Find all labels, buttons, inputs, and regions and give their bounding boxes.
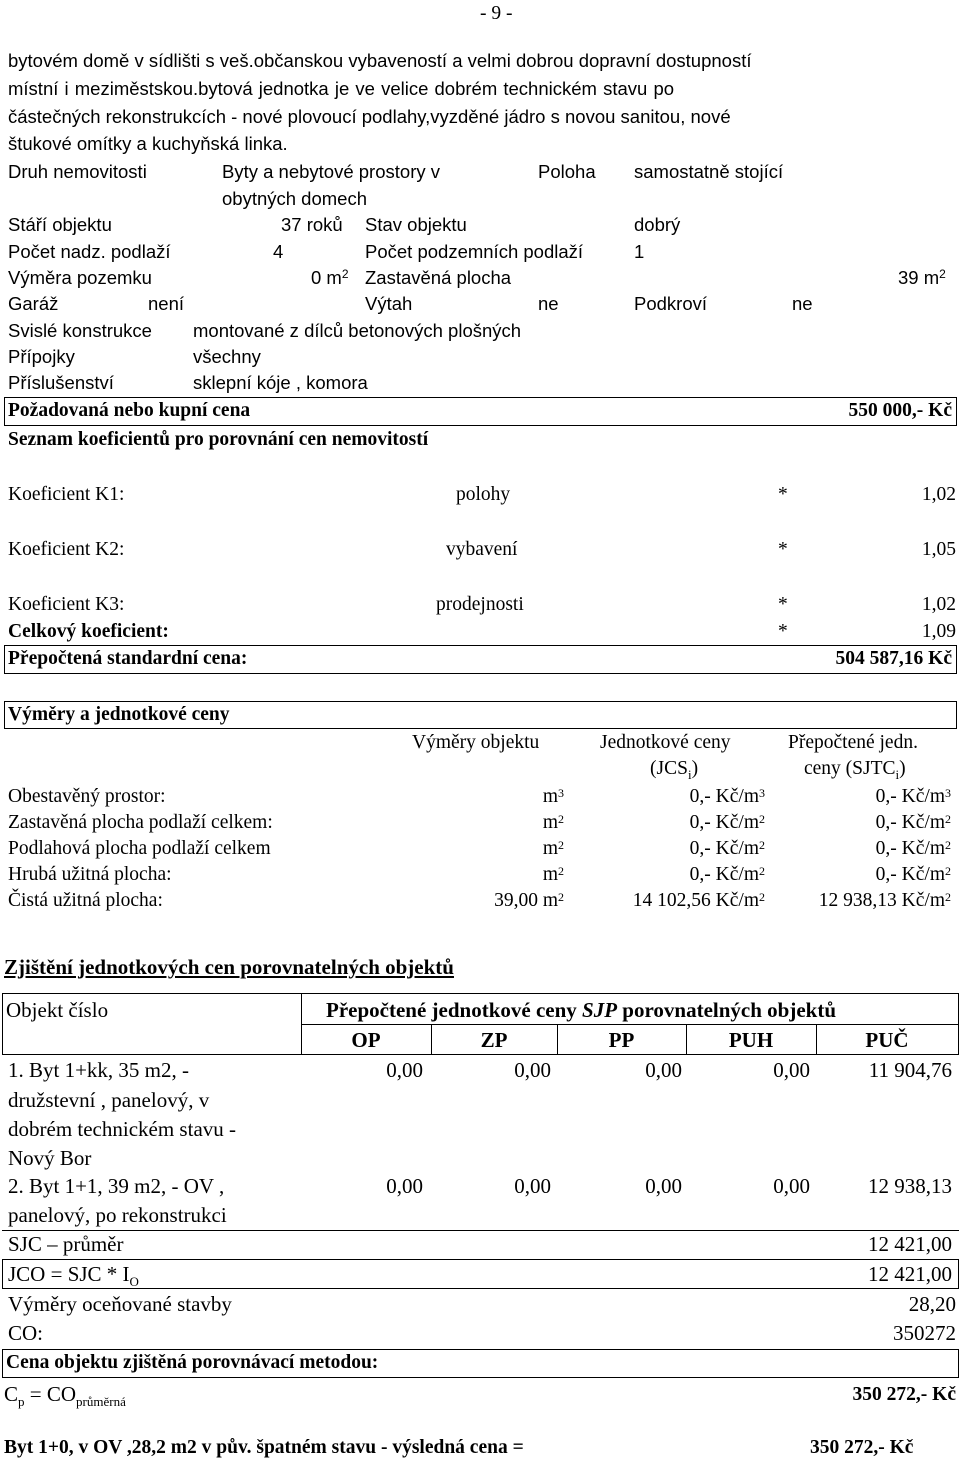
result-label: Cena objektu zjištěná porovnávací metodou:: [6, 1352, 379, 1373]
col-zp: ZP: [480, 1028, 508, 1052]
std-price-value: 504 587,16 Kč: [835, 648, 952, 669]
divider: [2, 1259, 3, 1288]
page-number: - 9 -: [480, 3, 513, 24]
jco-label: JCO = SJC * $I_O$: [8, 1262, 139, 1290]
coef-total-value: 1,09: [921, 621, 956, 642]
vymery-value: 28,20: [908, 1292, 956, 1316]
col-puh: PUH: [728, 1028, 774, 1052]
coef-value: 1,02: [921, 594, 956, 615]
coef-name: vybavení: [446, 539, 518, 560]
obj1-line: družstevní , panelový, v: [8, 1088, 210, 1112]
druh-label: Druh nemovitosti: [8, 161, 147, 182]
jco-value: 12 421,00: [868, 1262, 952, 1286]
divider: [4, 701, 5, 728]
obj-header: Objekt číslo: [6, 998, 109, 1022]
divider: [2, 1377, 959, 1378]
obj1-puh: 0,00: [773, 1058, 810, 1082]
final-label: Byt 1+0, v OV ,28,2 m2 v pův. špatném stavu - výsledná cena =: [4, 1437, 524, 1458]
intro-line: bytovém domě v sídlišti s veš.občanskou vybaveností a velmi dobrou dopravní dostupností: [8, 50, 752, 71]
coef-total-op: *: [778, 621, 788, 642]
garaz-value: není: [148, 293, 185, 314]
areas-row-label: Čistá užitná plocha:: [8, 890, 163, 911]
areas-col-jcs-sub: $(JCS_i)$: [650, 758, 699, 782]
areas-col-vymery: Výměry objektu: [412, 732, 540, 753]
podz-label: Počet podzemních podlaží: [365, 241, 584, 262]
coef-value: 1,02: [921, 484, 956, 505]
areas-row-sjtc: 0,- $Kč/m^3$: [875, 786, 951, 807]
coef-label: Koeficient K2:: [8, 539, 125, 560]
coef-value: 1,05: [921, 539, 956, 560]
obj2-line: 2. Byt 1+1, 39 m2, - OV ,: [8, 1174, 225, 1198]
prisl-value: sklepní kóje , komora: [193, 372, 368, 393]
co-value: 350272: [893, 1321, 956, 1345]
divider: [2, 1288, 959, 1289]
nadz-value: 4: [273, 241, 284, 262]
price-value: 550 000,- Kč: [848, 400, 952, 421]
obj2-puc: 12 938,13: [868, 1174, 952, 1198]
nadz-label: Počet nadz. podlaží: [8, 241, 171, 262]
areas-col-sjtc: Přepočtené jedn.: [788, 732, 918, 753]
pripojky-label: Přípojky: [8, 346, 75, 367]
areas-col-jcs: Jednotkové ceny: [600, 732, 731, 753]
stav-value: dobrý: [634, 214, 681, 235]
divider: [4, 397, 5, 425]
divider: [956, 701, 957, 728]
price-label: Požadovaná nebo kupní cena: [8, 400, 251, 421]
obj2-op: 0,00: [386, 1174, 423, 1198]
divider: [2, 1349, 3, 1377]
obj2-puh: 0,00: [773, 1174, 810, 1198]
col-pp: PP: [608, 1028, 635, 1052]
coef-op: *: [778, 539, 788, 560]
obj1-zp: 0,00: [514, 1058, 551, 1082]
vytah-value: ne: [538, 293, 559, 314]
obj2-pp: 0,00: [645, 1174, 682, 1198]
poloha-value: samostatně stojící: [634, 161, 784, 182]
svisle-label: Svislé konstrukce: [8, 320, 152, 341]
coef-total-label: Celkový koeficient:: [8, 621, 169, 642]
areas-row-sjtc: 0,- $Kč/m^2$: [875, 838, 951, 859]
areas-row-label: Hrubá užitná plocha:: [8, 864, 172, 885]
poloha-label: Poloha: [538, 161, 596, 182]
areas-row-jcs: 14 102,56 $Kč/m^2$: [632, 890, 765, 911]
areas-row-label: Zastavěná plocha podlaží celkem:: [8, 812, 273, 833]
areas-row-vymera: $m^3$: [542, 786, 564, 807]
vymery-label: Výměry oceňované stavby: [8, 1292, 232, 1316]
podkrovi-value: ne: [792, 293, 813, 314]
divider: [2, 1349, 959, 1350]
areas-row-sjtc: 0,- $Kč/m^2$: [875, 864, 951, 885]
zastavena-value: 39 $m^2$: [898, 267, 946, 288]
comparison-heading: Zjištění jednotkových cen porovnatelných objektů: [4, 955, 454, 979]
coef-op: *: [778, 484, 788, 505]
areas-row-sjtc: 12 938,13 $Kč/m^2$: [818, 890, 951, 911]
prisl-label: Příslušenství: [8, 372, 114, 393]
final-value: 350 272,- Kč: [810, 1437, 914, 1458]
areas-row-vymera: $m^2$: [542, 864, 564, 885]
druh-value: Byty a nebytové prostory v: [222, 161, 440, 182]
areas-col-sjtc-sub: ceny $(SJTC_i)$: [804, 758, 906, 782]
intro-line: částečných rekonstrukcích - nové plovoucí podlahy,vyzděné jádro s novou sanitou, nové: [8, 106, 731, 127]
divider: [958, 1259, 959, 1288]
pripojky-value: všechny: [193, 346, 261, 367]
obj1-line: Nový Bor: [8, 1146, 92, 1170]
areas-row-jcs: 0,- $Kč/m^2$: [689, 864, 765, 885]
obj2-zp: 0,00: [514, 1174, 551, 1198]
divider: [4, 645, 957, 646]
podkrovi-label: Podkroví: [634, 293, 708, 314]
garaz-label: Garáž: [8, 293, 59, 314]
obj2-line: panelový, po rekonstrukci: [8, 1203, 227, 1227]
zastavena-label: Zastavěná plocha: [365, 267, 512, 288]
coef-heading: Seznam koeficientů pro porovnání cen nemovitostí: [8, 429, 429, 450]
divider: [4, 673, 957, 674]
result-value: 350 272,- Kč: [852, 1384, 956, 1405]
divider: [2, 993, 3, 1054]
divider: [4, 701, 957, 702]
obj1-pp: 0,00: [645, 1058, 682, 1082]
areas-row-jcs: 0,- $Kč/m^2$: [689, 812, 765, 833]
stav-label: Stav objektu: [365, 214, 467, 235]
vytah-label: Výtah: [365, 293, 413, 314]
areas-row-vymera: $m^2$: [542, 838, 564, 859]
divider: [958, 993, 959, 1054]
divider: [956, 397, 957, 425]
intro-line: štukové omítky a kuchyňská linka.: [8, 133, 288, 154]
areas-row-jcs: 0,- $Kč/m^3$: [689, 786, 765, 807]
col-op: OP: [351, 1028, 381, 1052]
cp-formula: $C_p = CO_{průměrná}$: [4, 1382, 126, 1410]
divider: [2, 1259, 959, 1260]
col-puc: PUČ: [865, 1028, 909, 1052]
areas-heading: Výměry a jednotkové ceny: [8, 704, 230, 725]
sjc-label: SJC – průměr: [8, 1232, 124, 1256]
std-price-label: Přepočtená standardní cena:: [8, 648, 248, 669]
areas-row-jcs: 0,- $Kč/m^2$: [689, 838, 765, 859]
coef-name: prodejnosti: [436, 594, 524, 615]
divider: [2, 1054, 959, 1055]
divider: [956, 645, 957, 673]
svisle-value: montované z dílců betonových plošných: [193, 320, 522, 341]
areas-row-sjtc: 0,- $Kč/m^2$: [875, 812, 951, 833]
coef-name: polohy: [456, 484, 511, 505]
obj1-line: 1. Byt 1+kk, 35 m2, -: [8, 1058, 190, 1082]
stari-value: 37 roků: [281, 214, 343, 235]
divider: [4, 645, 5, 673]
divider: [4, 425, 957, 426]
sjc-value: 12 421,00: [868, 1232, 952, 1256]
druh-value-cont: obytných domech: [222, 188, 368, 209]
co-label: CO:: [8, 1321, 44, 1345]
areas-row-vymera: $m^2$: [542, 812, 564, 833]
areas-row-label: Podlahová plocha podlaží celkem: [8, 838, 271, 859]
coef-op: *: [778, 594, 788, 615]
intro-line: místní i meziměstskou.bytová jednotka je ve velice dobrém technickém stavu po: [8, 78, 675, 99]
divider: [2, 993, 959, 994]
coef-label: Koeficient K1:: [8, 484, 125, 505]
pozemek-value: 0 $m^2$: [311, 267, 349, 288]
divider: [958, 1349, 959, 1377]
obj1-line: dobrém technickém stavu -: [8, 1117, 237, 1141]
stari-label: Stáří objektu: [8, 214, 112, 235]
areas-row-label: Obestavěný prostor:: [8, 786, 166, 807]
obj1-op: 0,00: [386, 1058, 423, 1082]
areas-row-vymera: 39,00 $m^2$: [494, 890, 564, 911]
divider: [4, 728, 957, 729]
podz-value: 1: [634, 241, 645, 262]
divider: [2, 1230, 959, 1231]
sjp-header: Přepočtené jednotkové ceny SJP porovnatelných objektů: [326, 998, 837, 1022]
pozemek-label: Výměra pozemku: [8, 267, 152, 288]
obj1-puc: 11 904,76: [868, 1058, 952, 1082]
coef-label: Koeficient K3:: [8, 594, 125, 615]
divider: [4, 397, 957, 398]
divider: [301, 1024, 959, 1025]
